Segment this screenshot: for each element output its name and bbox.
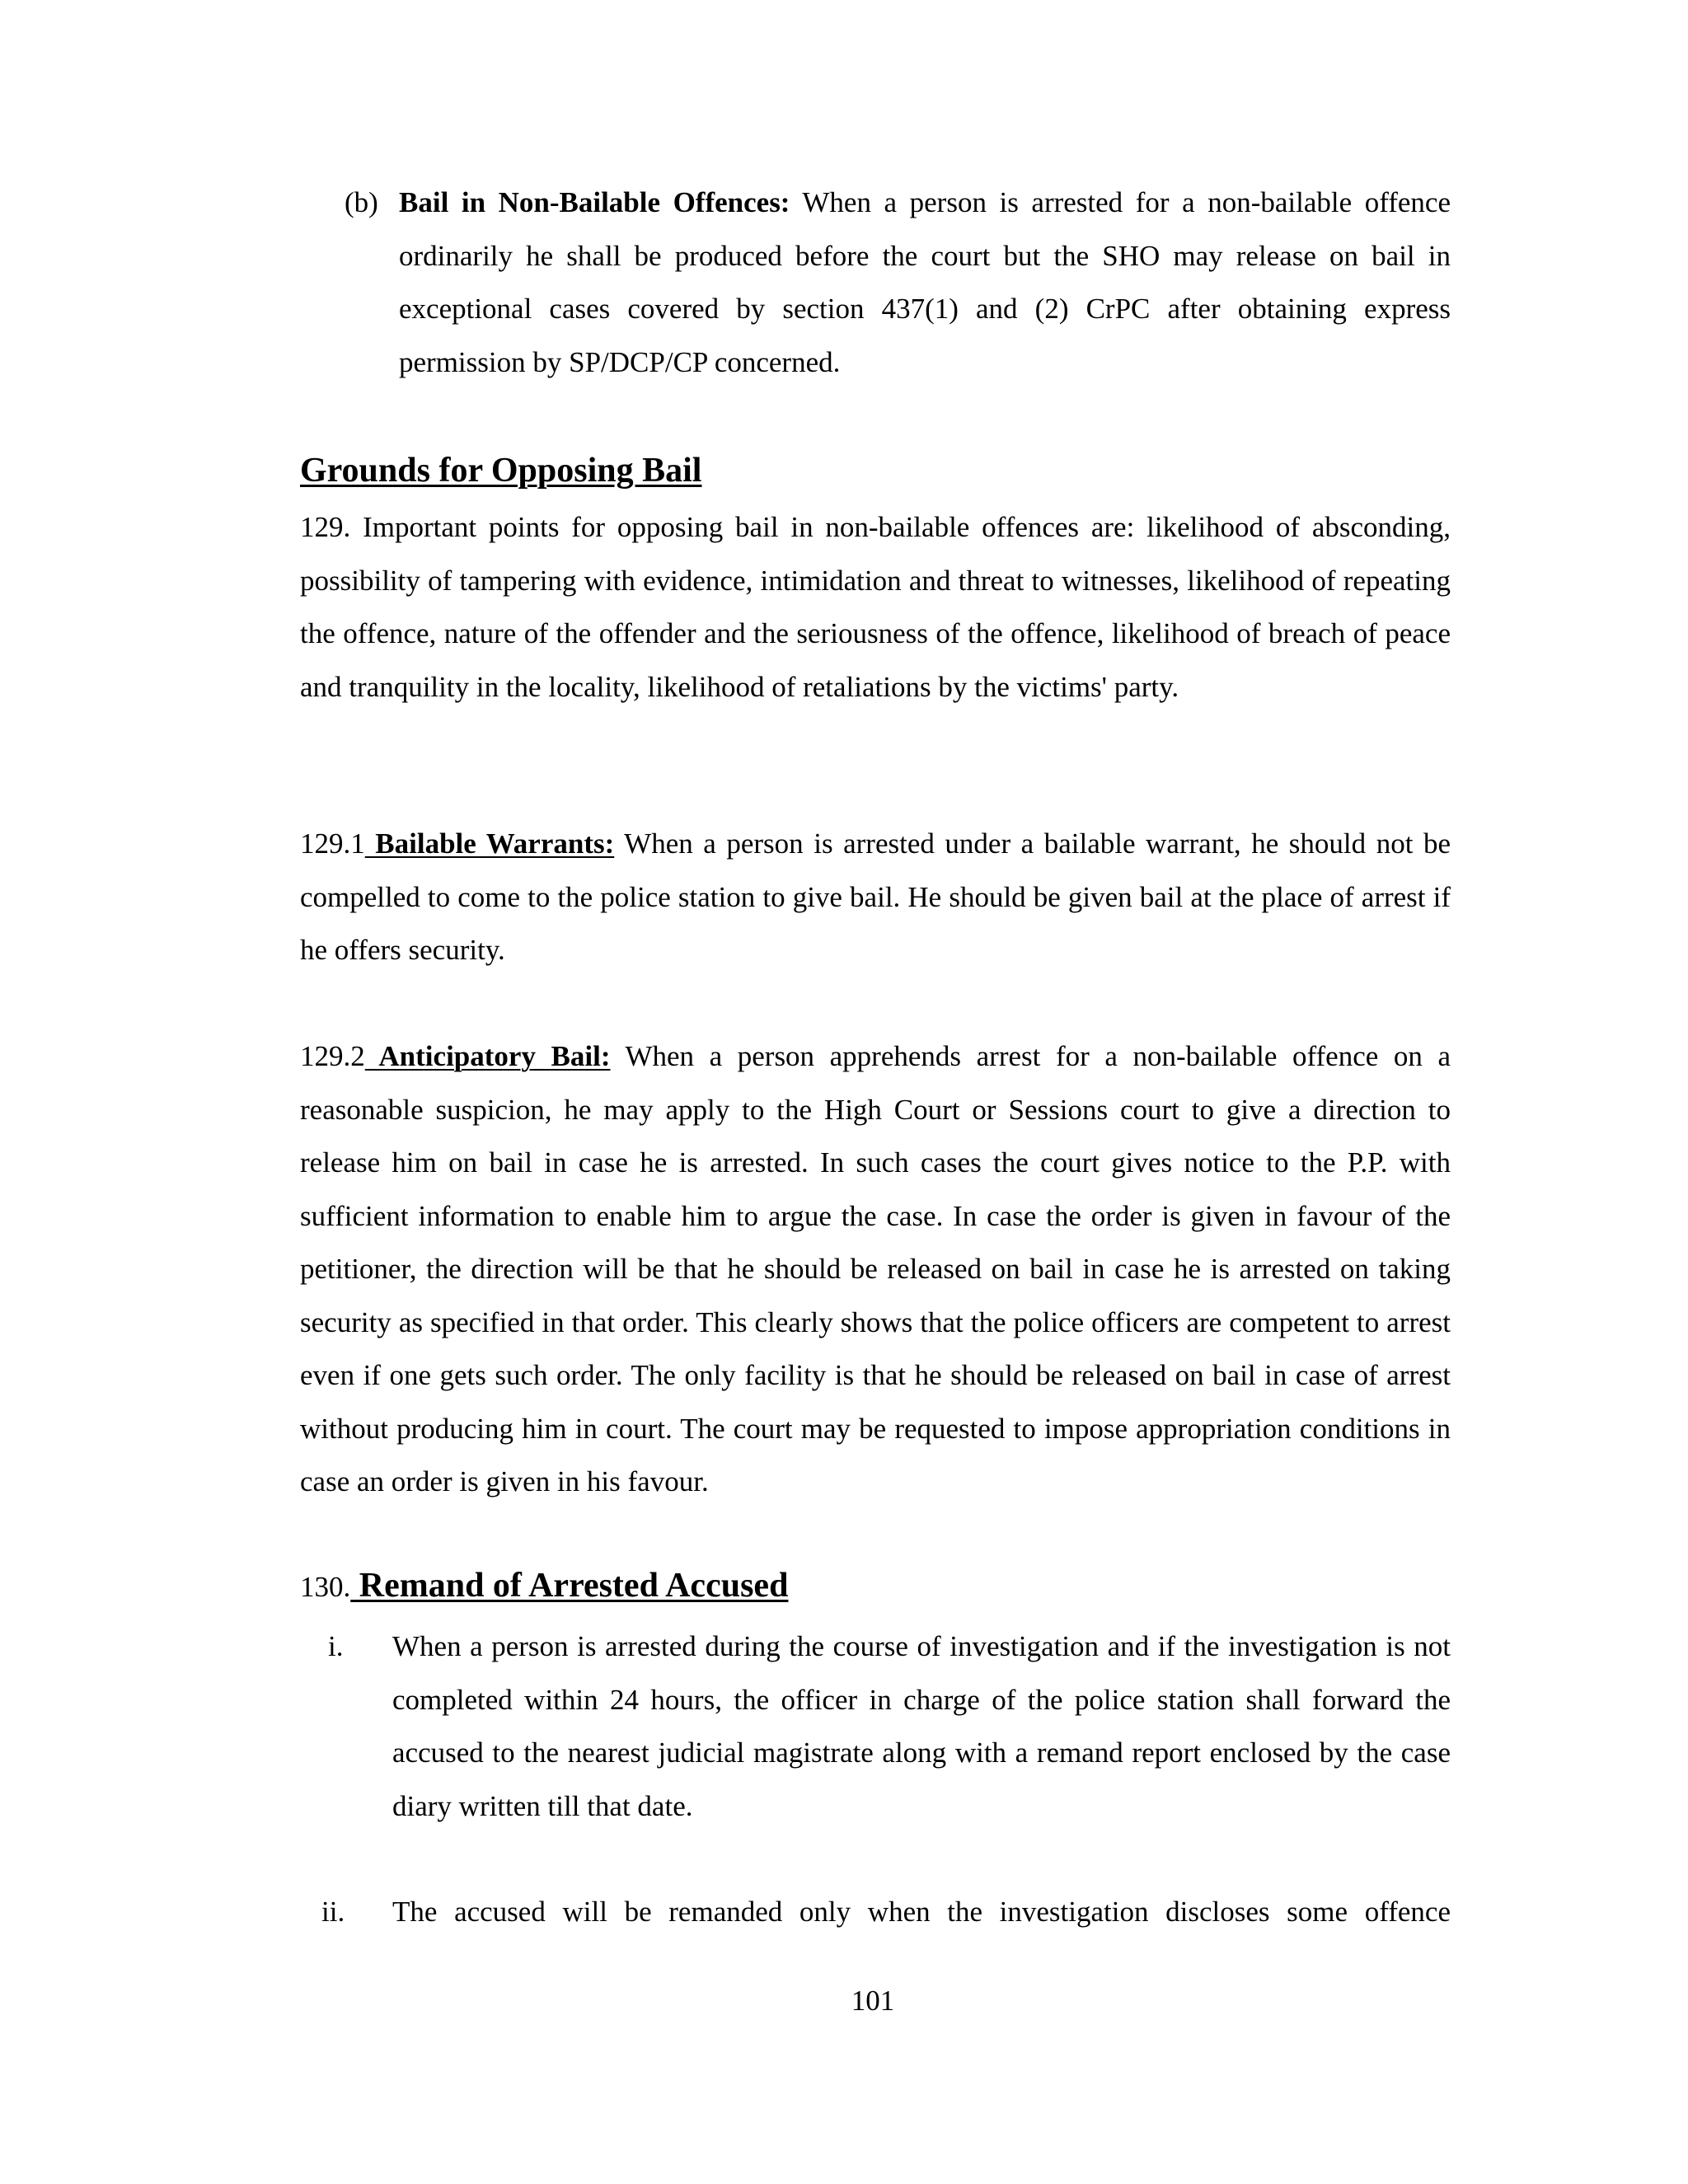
item-b-text (399, 176, 1451, 389)
item-ii-text: The accused will be remanded only when the investigation discloses some offence (392, 1896, 1451, 1928)
para-129-2-body: When a person apprehends arrest for a non-bailable offence on a reasonable suspicion, he may apply to the High Court or Sessions court to give a direction to release him on bail in case he is arrested. In such cases the court gives notice to the P.P. with sufficient information to enable him to argue the case. In case the order is given in favour of the petitioner, the direction will be that he should be released on bail in case he is arrested on taking security as specified in that order. This clearly shows that the police officers are competent to arrest even if one gets such order. The only facility is that he should be released on bail in case of arrest without producing him in court. The court may be requested to impose appropriation conditions in case an order is given in his favour. (300, 1040, 1451, 1497)
para-129-1-number: 129.1 (300, 827, 365, 860)
item-b-body: When a person is arrested for a non-bailable offence ordinarily he shall be produced before the court but the SHO may release on bail in exceptional cases covered by section 437(1) and (2) CrPC after obtaining express permission by SP/DCP/CP concerned. (399, 186, 1451, 378)
section-130-heading (300, 1566, 788, 1605)
section-130-title: Remand of Arrested Accused (350, 1567, 789, 1605)
para-129-2 (300, 1030, 1451, 1509)
para-129-1 (300, 818, 1451, 977)
item-b-lead: Bail in Non-Bailable Offences: (399, 186, 790, 218)
para-129-1-lead: Bailable Warrants: (364, 827, 615, 860)
para-129: 129. Important points for opposing bail in non-bailable offences are: likelihood of absconding, possibility of tampering with evidence, intimidation and threat to witnesses, likelihood of repeating the offence, nature of the offender and the seriousness of the offence, likelihood of breach of peace and tranquility in the locality, likelihood of retaliations by the victims' party. (300, 511, 1451, 703)
para-129-2-lead: Anticipatory Bail: (364, 1040, 611, 1072)
item-ii-marker: ii. (321, 1896, 345, 1928)
item-i-text: When a person is arrested during the course of investigation and if the investigation is not completed within 24 hours, the officer in charge of the police station shall forward the accused to the nearest judicial magistrate along with a remand report enclosed by the case diary written till that date. (392, 1630, 1451, 1822)
grounds-heading: Grounds for Opposing Bail (300, 452, 702, 490)
para-129-1-body: When a person is arrested under a bailable warrant, he should not be compelled to come to the police station to give bail. He should be given bail at the place of arrest if he offers security. (300, 827, 1451, 966)
item-i-marker: i. (328, 1630, 344, 1662)
page-number: 101 (851, 1985, 895, 2017)
para-129-2-number: 129.2 (300, 1040, 365, 1072)
item-b-marker: (b) (345, 186, 378, 218)
section-130-number: 130. (300, 1571, 351, 1603)
